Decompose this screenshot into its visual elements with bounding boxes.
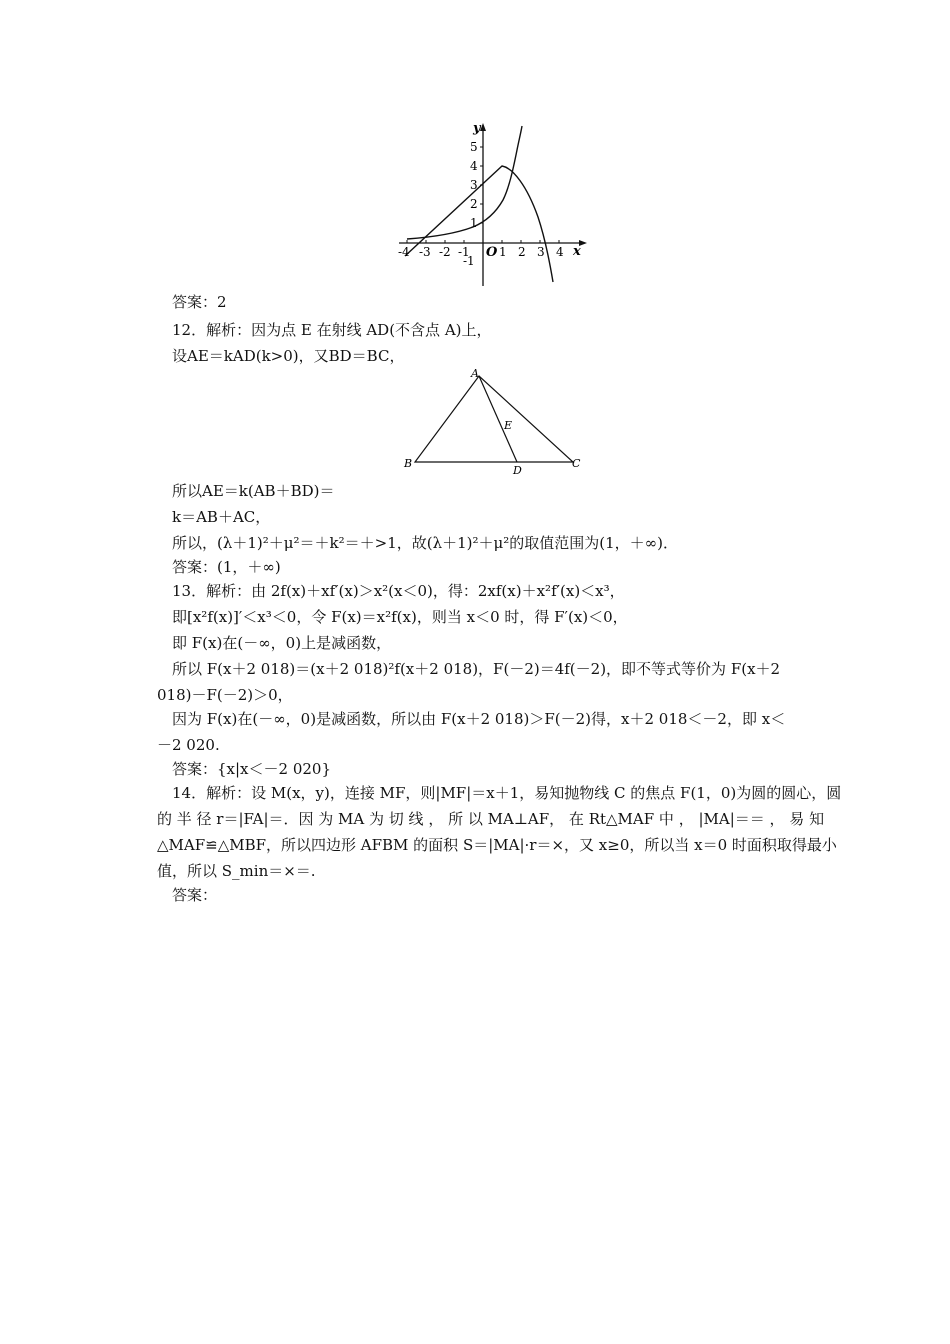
solution-12-line: 所以AE＝k(AB＋BD)＝ [172, 482, 335, 500]
solution-14-line: 的 半 径 r＝|FA|＝．因 为 MA 为 切 线 ， 所 以 MA⊥AF， 在 Rt△MAF 中 ， |MA|＝＝ ， 易 知 [157, 810, 825, 828]
y-tick-label: 2 [470, 197, 478, 211]
x-tick-label: 3 [537, 245, 545, 259]
solution-12-line: k＝AB＋AC， [172, 508, 271, 526]
solution-13-line: 所以 F(x＋2 018)＝(x＋2 018)²f(x＋2 018)，F(－2)＝4f(－2)，即不等式等价为 F(x＋2 [172, 660, 781, 678]
x-tick-label: -4 [398, 245, 410, 259]
solution-13-line: －2 020. [157, 736, 220, 754]
solution-13-line: 13．解析：由 2f(x)＋xf′(x)＞x²(x＜0)，得：2xf(x)＋x²f′(x)＜x³， [172, 582, 625, 600]
y-tick-label: 1 [470, 216, 478, 230]
y-tick-label: -1 [463, 254, 475, 268]
x-tick-label: 4 [556, 245, 564, 259]
solution-13-line: 即[x²f(x)]′＜x³＜0，令 F(x)＝x²f(x)，则当 x＜0 时，得 F′(x)＜0， [172, 608, 628, 626]
vertex-label-a: A [471, 367, 479, 380]
triangle-abc [415, 376, 573, 462]
solution-13-line: 即 F(x)在(－∞，0)上是减函数， [172, 634, 392, 652]
y-axis-label: y [473, 121, 481, 136]
origin-label: O [486, 245, 498, 260]
solution-12-line: 所以，(λ＋1)²＋μ²＝＋k²＝＋>1，故(λ＋1)²＋μ²的取值范围为(1，＋∞)． [172, 534, 679, 552]
x-tick-label: -1 [458, 245, 470, 259]
x-tick-label: -3 [419, 245, 431, 259]
solution-12-line: 设AE＝kAD(k>0)，又BD＝BC， [172, 347, 405, 365]
solution-13-line: 因为 F(x)在(－∞，0)是减函数，所以由 F(x＋2 018)＞F(－2)得，x＋2 018＜－2，即 x＜ [172, 710, 786, 728]
point-label-e: E [504, 419, 513, 432]
y-axis-arrow [480, 123, 486, 131]
x-axis-label: x [573, 244, 581, 259]
y-tick-label: 3 [470, 178, 478, 192]
y-tick-label: 5 [470, 140, 478, 154]
vertex-label-b: B [404, 457, 413, 470]
solution-14-line: △MAF≌△MBF，所以四边形 AFBM 的面积 S＝|MA|·r＝×，又 x≥0，所以当 x＝0 时面积取得最小 [157, 836, 837, 854]
solution-12-line: 12．解析：因为点 E 在射线 AD(不含点 A)上， [172, 321, 492, 339]
answer-14: 答案： [172, 886, 218, 904]
function-graph-figure [395, 120, 595, 288]
answer-11: 答案：2 [172, 293, 227, 311]
answer-13: 答案：{x|x＜－2 020} [172, 760, 332, 778]
point-label-d: D [513, 464, 522, 477]
solution-14-line: 14．解析：设 M(x，y)，连接 MF，则|MF|＝x＋1，易知抛物线 C 的焦点 F(1，0)为圆的圆心，圆 [172, 784, 842, 802]
y-tick-label: 4 [470, 159, 478, 173]
curve-exponential [407, 126, 522, 239]
vertex-label-c: C [572, 457, 581, 470]
x-tick-label: -2 [439, 245, 451, 259]
x-tick-label: 1 [499, 245, 507, 259]
solution-13-line: 018)－F(－2)＞0， [157, 686, 293, 704]
x-tick-label: 2 [518, 245, 526, 259]
triangle-figure [395, 366, 595, 478]
answer-12: 答案：(1，＋∞) [172, 558, 281, 576]
solution-14-line: 值，所以 S_min＝×＝. [157, 862, 316, 880]
